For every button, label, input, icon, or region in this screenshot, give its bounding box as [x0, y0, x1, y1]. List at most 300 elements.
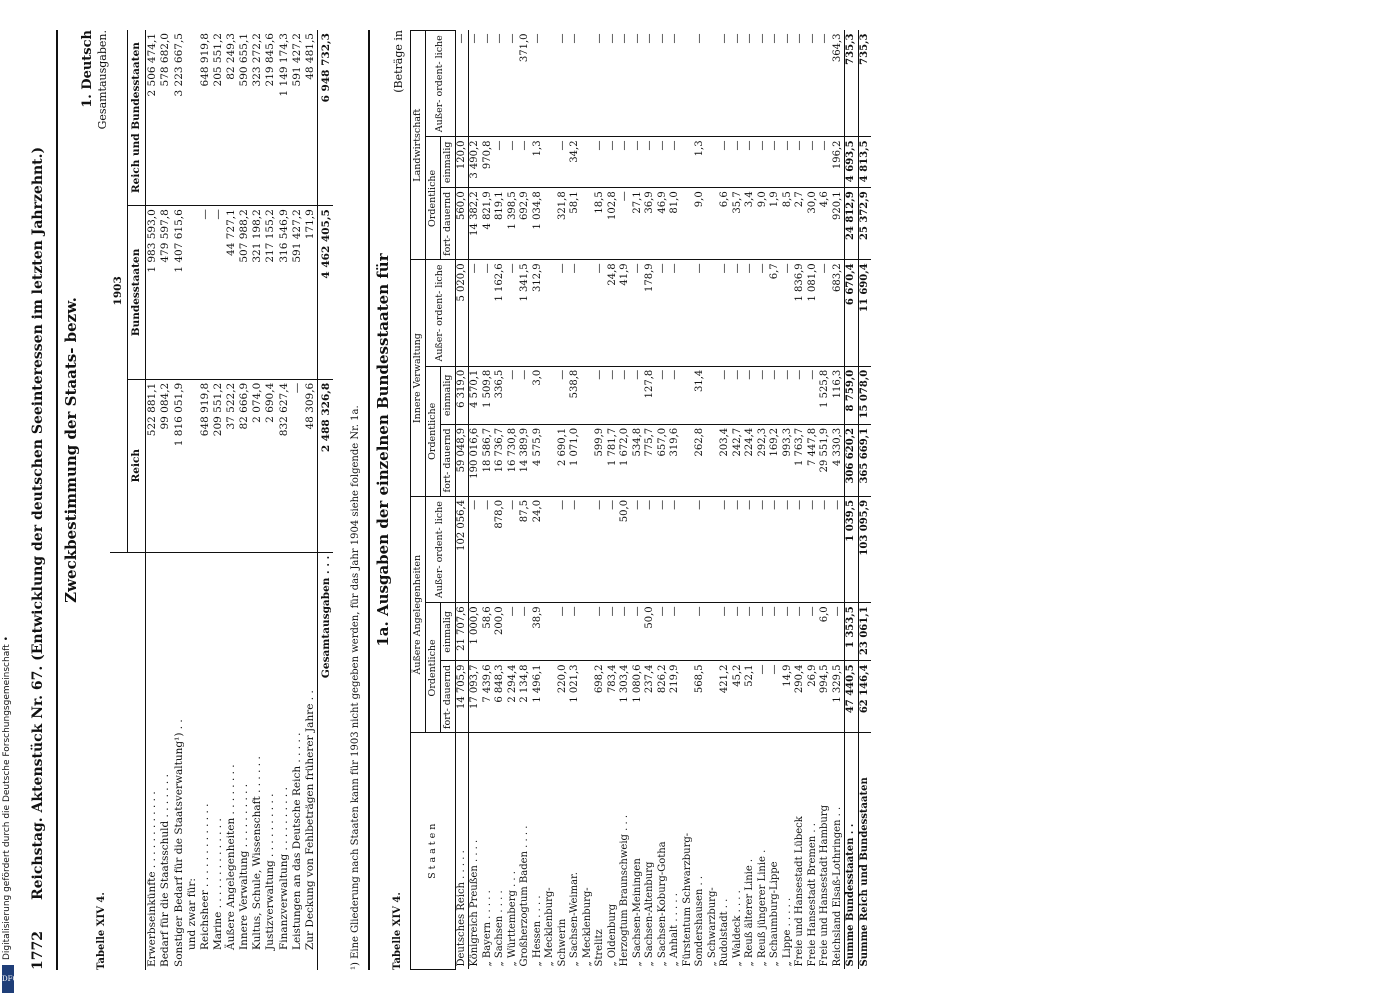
table2-cell: 45,2 — [732, 661, 745, 733]
table2-row-label: Großherzogtum Baden . . . . — [519, 825, 531, 967]
table2-row — [507, 31, 520, 970]
table2-cell: — — [782, 496, 795, 602]
table2-cell: 14 705,9 — [455, 661, 469, 733]
table2-row — [607, 31, 620, 970]
table2-cell: — — [807, 137, 820, 188]
table2-cell: — — [469, 260, 482, 366]
table2-cell — [682, 188, 695, 260]
table2-cell: 3 490,2 — [469, 137, 482, 188]
table1-total-cell: 2 488 326,8 — [317, 379, 333, 552]
table2-cell: — — [669, 31, 682, 137]
table2-cell — [707, 424, 720, 496]
table2-cell: — — [769, 661, 782, 733]
table2-cell: 290,4 — [794, 661, 807, 733]
table2-cell — [707, 31, 720, 137]
table2-cell: — — [719, 603, 732, 661]
table2-cell: 735,3 — [845, 31, 859, 137]
table2-subcol-header: fort- dauernd — [440, 661, 455, 733]
table2-cell: 169,2 — [769, 424, 782, 496]
table1-cell: 48 309,6 — [304, 379, 318, 552]
table2-row-label: „ Hessen . . . . — [531, 895, 543, 967]
table1-row-label: Marine . . . . . . . . . . . . . . — [211, 818, 224, 950]
table2-cell: — — [719, 366, 732, 424]
table2-cell: — — [644, 496, 657, 602]
table2-cell: — — [607, 31, 620, 137]
table2-subcol-header: einmalig — [440, 137, 455, 188]
table1-cell: 1 149 174,3 — [278, 30, 291, 206]
table2-cell: — — [532, 31, 545, 137]
table1-row-label: Äußere Angelegenheiten . . . . . . . . — [225, 764, 237, 950]
section-rule — [368, 30, 370, 970]
table2-title: 1a. Ausgaben der einzelnen Bundesstaaten für — [374, 253, 392, 647]
table2-row-label: „ Sachsen-Meiningen — [631, 858, 643, 967]
table2-cell: — — [619, 188, 632, 260]
table2-cell: 1,3 — [532, 137, 545, 188]
table2-cell: 14,9 — [782, 661, 795, 733]
table2-row-label: „ Reuß jüngerer Linie . — [756, 849, 768, 967]
table2-row — [807, 31, 820, 970]
table2-cell: 102 056,4 — [455, 496, 469, 602]
table2-cell: 3,0 — [532, 366, 545, 424]
table1-row-label: Finanzverwaltung . . . . . . . . . . — [277, 787, 290, 950]
table2-cell: 2 134,8 — [519, 661, 532, 733]
table2-cell: — — [569, 603, 582, 661]
table2-cell: 4 330,3 — [832, 424, 845, 496]
table2-row — [494, 31, 507, 970]
table2-row-label: Freie und Hansestadt Lübeck — [794, 816, 806, 967]
table2-cell — [582, 188, 595, 260]
table2-cell: — — [832, 603, 845, 661]
table2-cell: — — [557, 366, 570, 424]
table1-cell: 1 983 593,0 — [146, 206, 160, 380]
table2-row-label: „ Schwarzburg- — [706, 887, 718, 967]
table2-cell: 560,0 — [455, 188, 469, 260]
table1-cell: 522 881,1 — [146, 379, 160, 552]
table2-cell: — — [807, 603, 820, 661]
table2-cell: 15 078,0 — [858, 366, 871, 424]
table2-subcol-header: einmalig — [440, 603, 455, 661]
table2-cell: — — [619, 31, 632, 137]
table2-cell: 50,0 — [644, 603, 657, 661]
table2-subcol-header: einmalig — [440, 366, 455, 424]
table2-row-label: „ Lippe . . . . . — [781, 897, 793, 967]
table2-cell: — — [769, 31, 782, 137]
table2-cell: 6,0 — [819, 603, 832, 661]
table1-cell: 832 627,4 — [278, 379, 291, 552]
table2-cell: — — [732, 260, 745, 366]
table2-cell: — — [782, 603, 795, 661]
table2-cell: 24,8 — [607, 260, 620, 366]
table2-cell: — — [782, 31, 795, 137]
table2-row — [569, 31, 582, 970]
table2-cell — [682, 366, 695, 424]
table1-row-label: Bedarf für die Staatsschuld . . . . . . . — [159, 774, 172, 967]
table2-cell: — — [757, 260, 770, 366]
dfg-logo: DFG — [2, 965, 14, 993]
table1-row-label: und zwar für: — [185, 878, 198, 950]
table2-cell: 23 061,1 — [858, 603, 871, 661]
table2-row — [482, 31, 495, 970]
table1-cell: 507 988,2 — [238, 206, 251, 380]
table1-total-cell: 4 462 405,5 — [317, 206, 333, 380]
table2-cell — [544, 424, 557, 496]
table2-cell: 62 146,4 — [858, 661, 871, 733]
table2-cell: 6,7 — [769, 260, 782, 366]
table2-cell: 819,1 — [494, 188, 507, 260]
table2-cell — [544, 366, 557, 424]
table1-cell: 323 272,2 — [251, 30, 264, 206]
table2-cell: 35,7 — [732, 188, 745, 260]
table2-cell: — — [557, 260, 570, 366]
table2-row-label: Sondershausen . . — [694, 875, 706, 967]
table2-row — [769, 31, 782, 970]
table2-cell: — — [657, 496, 670, 602]
table2-sum-all-row — [858, 31, 871, 970]
table2-cell: — — [594, 260, 607, 366]
table2-cell: — — [669, 366, 682, 424]
table2-cell: — — [819, 137, 832, 188]
table2-cell: 970,8 — [482, 137, 495, 188]
table1-cell: 591 427,2 — [291, 206, 304, 380]
table1-cell: 1 816 051,9 — [173, 379, 186, 552]
table2-cell: 1 000,0 — [469, 603, 482, 661]
table1-cell: 590 655,1 — [238, 30, 251, 206]
table2-cell: 1 525,8 — [819, 366, 832, 424]
table2-row-label: „ Württemberg . . . — [506, 871, 518, 967]
table2-cell — [682, 260, 695, 366]
table2-row — [782, 31, 795, 970]
table2-cell: 220,0 — [557, 661, 570, 733]
table2-cell: — — [694, 31, 707, 137]
table2-cell: 1 329,5 — [832, 661, 845, 733]
table2-cell: 878,0 — [494, 496, 507, 602]
table2-cell: 568,5 — [694, 661, 707, 733]
table1-row — [212, 30, 225, 970]
table2-cell: — — [507, 137, 520, 188]
table2-cell: — — [744, 603, 757, 661]
table2-row — [694, 31, 707, 970]
table1-cell: — — [291, 379, 304, 552]
table2-cell — [682, 603, 695, 661]
table2-cell: 1 509,8 — [482, 366, 495, 424]
table2-cell: 25 372,9 — [858, 188, 871, 260]
table2-cell: 18,5 — [594, 188, 607, 260]
table2-cell: — — [455, 31, 469, 137]
table2-cell: 1 303,4 — [619, 661, 632, 733]
table2-cell — [582, 496, 595, 602]
table2-cell: — — [632, 366, 645, 424]
table2-cell: — — [569, 31, 582, 137]
table2-cell: 24,0 — [532, 496, 545, 602]
table2-cell — [582, 260, 595, 366]
table2-cell: — — [607, 496, 620, 602]
table2-cell — [544, 137, 557, 188]
table2-cell: 1,9 — [769, 188, 782, 260]
table2-row-label: Reichsland Elsaß-Lothringen . . — [831, 806, 843, 967]
table2-row — [632, 31, 645, 970]
table2-cell: 306 620,2 — [845, 424, 859, 496]
table2-cell — [707, 260, 720, 366]
table1-row — [146, 30, 160, 970]
section-subtitle: 1. Deutsch — [80, 30, 95, 108]
table2-cell: 3,4 — [744, 188, 757, 260]
table2-cell: 47 440,5 — [845, 661, 859, 733]
table2-cell: 116,3 — [832, 366, 845, 424]
table2-cell: 994,5 — [819, 661, 832, 733]
table1-cell: — — [212, 206, 225, 380]
table2-cell: 103 095,9 — [858, 496, 871, 602]
table2-row-label: „ Reuß älterer Linie . — [744, 858, 756, 967]
running-title: Reichstag. Aktenstück Nr. 67. (Entwicklung der deutschen Seeinteressen im letzten Jahrzehnt.) — [30, 146, 46, 900]
table2-cell: — — [657, 260, 670, 366]
table2-cell: 1 496,1 — [532, 661, 545, 733]
table2-row-label: „ Sachsen-Altenburg — [644, 861, 656, 967]
table1-cell: 3 223 667,5 — [173, 30, 186, 206]
table1-row — [199, 30, 212, 970]
table1-cell: 209 551,2 — [212, 379, 225, 552]
table2-cell: — — [482, 31, 495, 137]
table2-cell: — — [782, 137, 795, 188]
table2-cell: — — [732, 496, 745, 602]
table2-cell: — — [719, 496, 732, 602]
table2-cell: — — [669, 260, 682, 366]
table2-cell: 120,0 — [455, 137, 469, 188]
table2-cell — [544, 661, 557, 733]
table2-cell: 203,4 — [719, 424, 732, 496]
table2-row-label: „ Bayern . . . . . — [481, 890, 493, 967]
table2-cell: 599,9 — [594, 424, 607, 496]
table1-row-label: Sonstiger Bedarf für die Staatsverwaltung¹) . . — [172, 719, 185, 967]
table2-cell: 34,2 — [569, 137, 582, 188]
table2-cell: — — [657, 603, 670, 661]
table2-row — [557, 31, 570, 970]
table1-row — [238, 30, 251, 970]
table2-cell: — — [757, 603, 770, 661]
table2-cell: 1 021,3 — [569, 661, 582, 733]
table2-cell: — — [732, 137, 745, 188]
table2-cell: 178,9 — [644, 260, 657, 366]
table2-cell: — — [619, 366, 632, 424]
table1-row — [278, 30, 291, 970]
table2-cell: 2 690,1 — [557, 424, 570, 496]
table2-cell: 27,1 — [632, 188, 645, 260]
table2-cell: 38,9 — [532, 603, 545, 661]
table2-cell — [582, 603, 595, 661]
table2-cell: — — [744, 366, 757, 424]
table2-row — [707, 31, 720, 970]
table2-row-label: Summe Bundesstaaten . . — [845, 733, 859, 970]
table2-cell: 196,2 — [832, 137, 845, 188]
table1-row — [251, 30, 264, 970]
table2-cell: 4,6 — [819, 188, 832, 260]
table2-cell: 1 081,0 — [807, 260, 820, 366]
table2-cell: — — [744, 496, 757, 602]
table2-group-header: Landwirtschaft — [411, 31, 426, 260]
table2-cell — [707, 366, 720, 424]
table2-cell — [582, 661, 595, 733]
table2-row — [582, 31, 595, 970]
table2-cell: 17 093,7 — [469, 661, 482, 733]
table2-cell: — — [569, 496, 582, 602]
table2-cell: 6,6 — [719, 188, 732, 260]
table1-row-label: Kultus, Schule, Wissenschaft . . . . . . — [251, 756, 264, 950]
table2-cell: — — [519, 366, 532, 424]
table2-cell — [682, 31, 695, 137]
table2-cell — [544, 188, 557, 260]
table1-cell: 321 198,2 — [251, 206, 264, 380]
table2-cell: — — [644, 31, 657, 137]
table1-total-cell: 6 948 732,3 — [317, 30, 333, 206]
table2-cell: — — [657, 137, 670, 188]
page-number: 1772 — [30, 931, 46, 970]
table2-cell: — — [557, 496, 570, 602]
table2-group-header: Innere Verwaltung — [411, 260, 426, 497]
table2-cell: 1 353,5 — [845, 603, 859, 661]
table2-cell: — — [807, 31, 820, 137]
table2-row-label: Rudolstadt . . — [719, 898, 731, 967]
table2-ordentliche-header: Ordentliche — [425, 366, 440, 496]
section-title: Zweckbestimmung der Staats- bezw. — [62, 297, 80, 603]
table1-cell: 219 845,6 — [264, 30, 277, 206]
table2-row — [794, 31, 807, 970]
table2-row-label: „ Waldeck . . . . — [731, 890, 743, 967]
table2-cell: 698,2 — [594, 661, 607, 733]
table2-cell: 6 319,0 — [455, 366, 469, 424]
table2-cell: 312,9 — [532, 260, 545, 366]
table2-cell: — — [719, 260, 732, 366]
table1-row — [159, 30, 172, 970]
table2-cell: 237,4 — [644, 661, 657, 733]
table2-ordentliche-header: Ordentliche — [425, 137, 440, 260]
table2-row — [469, 31, 482, 970]
table2-row — [832, 31, 845, 970]
table2-cell: 683,2 — [832, 260, 845, 366]
table1-total-label: Gesamtausgaben . . . — [317, 552, 333, 970]
table2-cell: 24 812,9 — [845, 188, 859, 260]
table2-row-label: „ Schaumburg-Lippe — [769, 861, 781, 967]
table2-cell: — — [632, 137, 645, 188]
table2-row-label: „ Anhalt . . . . . — [669, 893, 681, 967]
table2-cell: 421,2 — [719, 661, 732, 733]
table2-cell: 58,6 — [482, 603, 495, 661]
table2-cell: 224,4 — [744, 424, 757, 496]
table2-cell: 1 781,7 — [607, 424, 620, 496]
table2-cell: 371,0 — [519, 31, 532, 137]
table2-cell: — — [807, 496, 820, 602]
table2-cell: 30,0 — [807, 188, 820, 260]
table2-cell: — — [744, 260, 757, 366]
table1-cell: 2 074,0 — [251, 379, 264, 552]
table1-cell — [186, 379, 199, 552]
table2-cell: — — [694, 496, 707, 602]
table1 — [110, 30, 333, 970]
table1-cell — [186, 30, 199, 206]
table2-row — [619, 31, 632, 970]
table1-cell: 82 666,9 — [238, 379, 251, 552]
table1-cell: 648 919,8 — [199, 30, 212, 206]
table2-cell: — — [719, 31, 732, 137]
table2-cell: 4 575,9 — [532, 424, 545, 496]
table2-cell: 46,9 — [657, 188, 670, 260]
table2-row-label: Fürstentum Schwarzburg- — [681, 832, 693, 967]
table2-cell: — — [757, 137, 770, 188]
table2-cell: 538,8 — [569, 366, 582, 424]
table2-cell: 319,6 — [669, 424, 682, 496]
table2-cell: — — [669, 603, 682, 661]
table1-stub-header — [110, 552, 146, 970]
table1-cell: 316 546,9 — [278, 206, 291, 380]
table2-cell: — — [482, 496, 495, 602]
table2-cell: — — [769, 137, 782, 188]
table2-cell: — — [607, 603, 620, 661]
table2-cell: 6 670,4 — [845, 260, 859, 366]
table2-cell: 21 707,6 — [455, 603, 469, 661]
table2-cell: — — [732, 366, 745, 424]
table1-cell: 479 597,8 — [159, 206, 172, 380]
table2-cell: 6 848,3 — [494, 661, 507, 733]
table2-stub-header: S t a a t e n — [411, 733, 456, 970]
table1-cell: 82 249,3 — [225, 30, 238, 206]
table2-cell: 200,0 — [494, 603, 507, 661]
table2-cell: — — [469, 496, 482, 602]
table2-cell: — — [594, 31, 607, 137]
table2-row — [594, 31, 607, 970]
table2-row — [757, 31, 770, 970]
table1-row-label: Leistungen an das Deutsche Reich . . . . . — [290, 732, 303, 950]
table1-cell: 99 084,2 — [159, 379, 172, 552]
table2-row-label: Strelitz — [594, 929, 606, 967]
table2-cell: — — [732, 603, 745, 661]
table2-row-label: „ Mecklenburg- — [581, 887, 593, 967]
table1-row — [225, 30, 238, 970]
table2-cell: 735,3 — [858, 31, 871, 137]
table2-cell: — — [507, 31, 520, 137]
table2-cell: — — [657, 366, 670, 424]
table1-cell: 578 682,0 — [159, 30, 172, 206]
table2-cell: — — [694, 603, 707, 661]
table2-cell: — — [757, 31, 770, 137]
table2-cell: 321,8 — [557, 188, 570, 260]
table2-cell: 242,7 — [732, 424, 745, 496]
table2-label: Tabelle XIV 4. — [392, 892, 403, 970]
table2-cell: 5 020,0 — [455, 260, 469, 366]
table2-row-label: Herzogtum Braunschweig . . . — [619, 814, 631, 967]
table1-cell: — — [199, 206, 212, 380]
table1-cell: 217 155,2 — [264, 206, 277, 380]
table2-cell: 262,8 — [694, 424, 707, 496]
table1-row-label: Innere Verwaltung . . . . . . . . . . — [238, 783, 251, 950]
table2-cell: 920,1 — [832, 188, 845, 260]
table2-subcol-header: Außer- ordent- liche — [425, 260, 455, 366]
table2-cell: 14 389,9 — [519, 424, 532, 496]
table1-cell — [186, 206, 199, 380]
table2-cell: — — [794, 366, 807, 424]
table2-cell: — — [794, 31, 807, 137]
table2-cell — [544, 31, 557, 137]
table2-row-label: Königreich Preußen . . . . — [469, 733, 482, 970]
table2 — [410, 30, 871, 970]
table2-cell: — — [757, 496, 770, 602]
table2-cell: — — [794, 496, 807, 602]
table2-row — [544, 31, 557, 970]
table2-cell: — — [669, 496, 682, 602]
table1-row — [291, 30, 304, 970]
table2-cell: — — [732, 31, 745, 137]
table1-cell: 37 522,2 — [225, 379, 238, 552]
table2-cell: 1 034,8 — [532, 188, 545, 260]
table1-total-row — [317, 30, 333, 970]
table2-row — [732, 31, 745, 970]
